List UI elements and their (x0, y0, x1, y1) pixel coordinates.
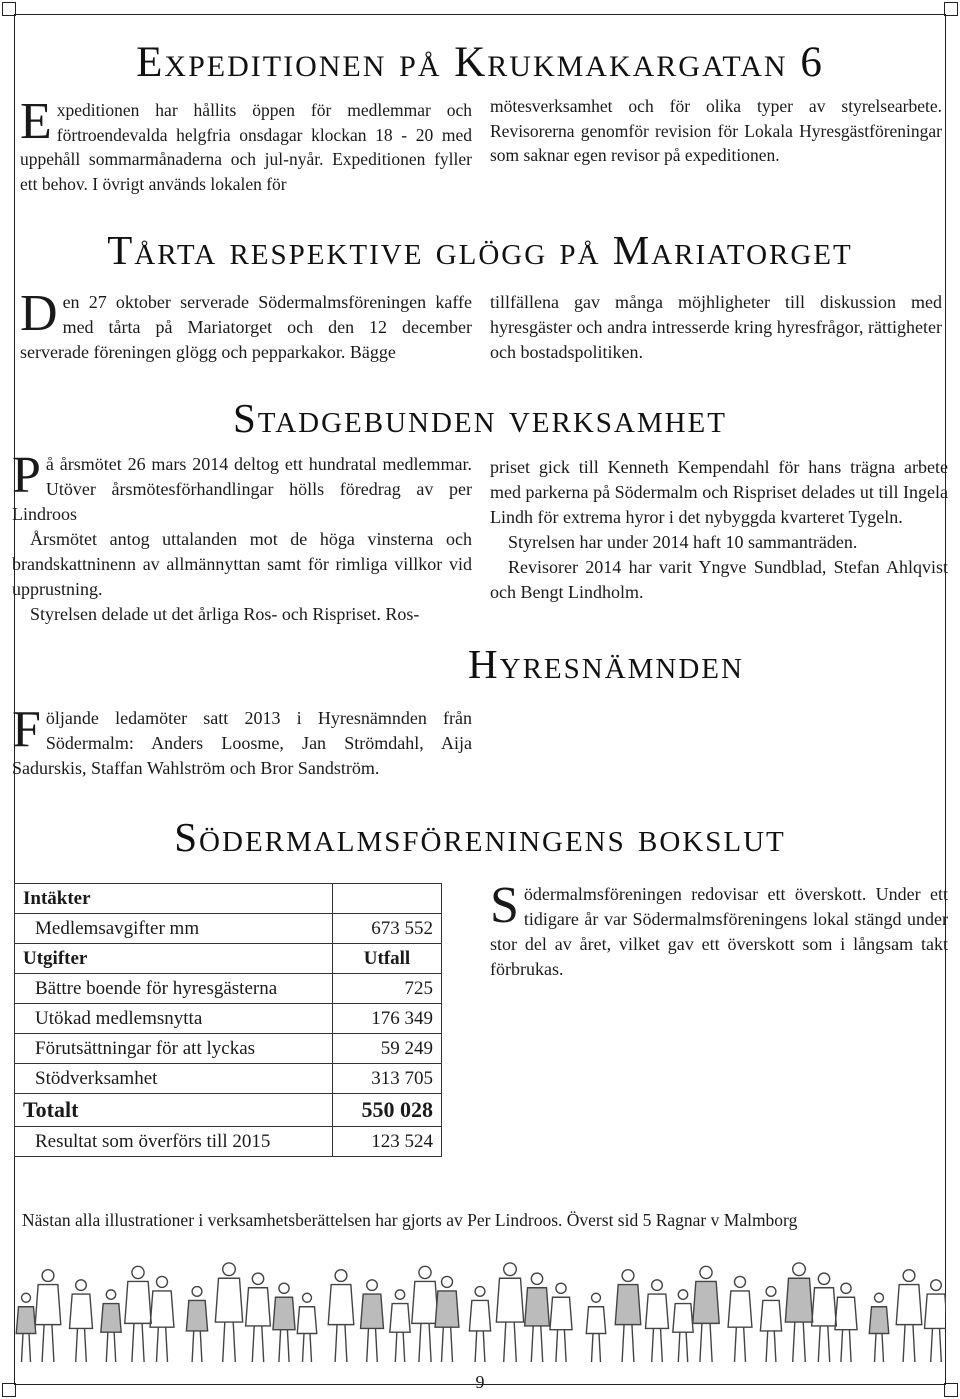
frame-left (14, 14, 15, 1385)
paragraph: å årsmötet 26 mars 2014 deltog ett hundratal medlemmar. Utöver årsmötesförhandlingar hölls föredrag av per Lindroos (12, 454, 472, 524)
section-title-bokslut: Södermalmsföreningens bokslut (174, 814, 786, 860)
total-label: Totalt (15, 1094, 333, 1127)
person-figure (70, 1280, 93, 1362)
income-header: Intäkter (15, 884, 333, 914)
person-figure (101, 1290, 121, 1362)
paragraph: xpeditionen har hållits öppen för medlemmar och förtroendevalda helgfria onsdagar klockan 18 - 20 med uppehåll sommarmånaderna och jul-nyår. Expeditionen fyller ett behov. I övrigt används lokalen för (20, 100, 472, 194)
row-value: 673 552 (333, 914, 442, 944)
person-figure (586, 1293, 606, 1362)
people-procession-illustration (14, 1240, 946, 1365)
total-value: 550 028 (333, 1094, 442, 1127)
dropcap: F (12, 701, 41, 758)
person-figure (925, 1280, 946, 1362)
tarta-col2 (490, 290, 942, 365)
person-figure (328, 1270, 354, 1362)
row-value: 123 524 (333, 1127, 442, 1157)
page-number: 9 (475, 1372, 485, 1392)
person-figure (615, 1270, 641, 1362)
person-figure (869, 1293, 889, 1362)
expense-value-header: Utfall (333, 944, 442, 974)
person-figure (186, 1287, 207, 1362)
row-label: Medlemsavgifter mm (15, 914, 333, 944)
person-figure (673, 1290, 693, 1362)
person-figure (246, 1273, 271, 1362)
person-figure (297, 1293, 317, 1362)
dropcap: S (490, 877, 519, 934)
dropcap: P (12, 447, 41, 504)
table-row (15, 884, 442, 914)
paragraph: Styrelsen har under 2014 haft 10 sammanträden. (508, 532, 858, 552)
person-figure (525, 1273, 550, 1362)
stadgebunden-col1 (12, 447, 472, 627)
row-label: Förutsättningar för att lyckas (15, 1034, 333, 1064)
person-figure (496, 1263, 523, 1362)
person-figure (361, 1280, 384, 1362)
table-row (15, 1004, 442, 1034)
person-figure (693, 1266, 719, 1362)
person-figure (760, 1287, 781, 1362)
person-figure (125, 1266, 151, 1362)
stadgebunden-col2 (490, 455, 948, 605)
row-label: Bättre boende för hyresgästerna (15, 974, 333, 1004)
paragraph: priset gick till Kenneth Kempendahl för hans trägna arbete med parkerna på Södermalm och Rispriset delades ut till Ingela Lindh för extrema hyror i det nybyggda kvarteret Tygeln. (490, 457, 948, 527)
financial-table (14, 883, 442, 1157)
person-figure (785, 1263, 812, 1362)
dropcap: D (20, 285, 58, 342)
table-row (15, 1034, 442, 1064)
paragraph: Revisorer 2014 har varit Yngve Sundblad, Stefan Ahlqvist och Bengt Lindholm. (490, 557, 948, 602)
dropcap: E (20, 93, 52, 150)
row-value: 59 249 (333, 1034, 442, 1064)
row-value: 313 705 (333, 1064, 442, 1094)
illustration-credit: Nästan alla illustrationer i verksamhetsberättelsen har gjorts av Per Lindroos. Överst sid 5 Ragnar v Malmborg (22, 1210, 798, 1230)
person-figure (896, 1270, 922, 1362)
person-figure (728, 1276, 752, 1362)
section-title-expeditionen: Expeditionen på Krukmakargatan 6 (136, 39, 824, 86)
row-label: Stödverksamhet (15, 1064, 333, 1094)
table-row (15, 1127, 442, 1157)
paragraph: en 27 oktober serverade Södermalmsföreningen kaffe med tårta på Mariatorget och den 12 december serverade föreningen glögg och pepparkakor. Bägge (20, 292, 472, 362)
table-row (15, 1094, 442, 1127)
paragraph: öljande ledamöter satt 2013 i Hyresnämnden från Södermalm: Anders Loosme, Jan Strömdahl, Aija Sadurskis, Staffan Wahlström och Bror Sandström. (12, 708, 472, 778)
person-figure (550, 1283, 572, 1362)
person-figure (215, 1263, 242, 1362)
row-label: Resultat som överförs till 2015 (15, 1127, 333, 1157)
person-figure (812, 1273, 837, 1362)
expeditionen-col2 (490, 94, 942, 168)
person-figure (646, 1280, 669, 1362)
section-title-stadgebunden: Stadgebunden verksamhet (233, 395, 727, 441)
row-label: Utökad medlemsnytta (15, 1004, 333, 1034)
person-figure (35, 1270, 61, 1362)
bokslut-text (490, 877, 948, 982)
paragraph: tillfällena gav många möjhligheter till diskussion med hyresgäster och andra intresserde kring hyresfrågor, rättigheter och bostadspolitiken. (490, 292, 942, 362)
paragraph: Styrelsen delade ut det årliga Ros- och Rispriset. Ros- (30, 604, 420, 624)
person-figure (835, 1283, 857, 1362)
table-row (15, 944, 442, 974)
corner-ornament (944, 2, 958, 16)
section-title-tarta: Tårta respektive glögg på Mariatorget (107, 227, 853, 273)
hyresnamnden-text (12, 701, 472, 781)
row-value: 725 (333, 974, 442, 1004)
person-figure (16, 1293, 36, 1362)
person-figure (390, 1290, 410, 1362)
table-row (15, 914, 442, 944)
paragraph: mötesverksamhet och för olika typer av styrelsearbete. Revisorerna genomför revision för Lokala Hyresgästföreningar som saknar egen revisor på expeditionen. (490, 96, 942, 165)
expeditionen-col1 (20, 93, 472, 196)
tarta-col1 (20, 285, 472, 365)
person-figure (435, 1276, 459, 1362)
table-row (15, 974, 442, 1004)
section-title-hyresnamnden: Hyresnämnden (468, 641, 744, 687)
frame-top (14, 14, 946, 15)
row-value: 176 349 (333, 1004, 442, 1034)
person-figure (273, 1283, 295, 1362)
expense-header: Utgifter (15, 944, 333, 974)
table-row (15, 1064, 442, 1094)
paragraph: ödermalmsföreningen redovisar ett överskott. Under ett tidigare år var Södermalmsföreningens lokal stängd under stor del av året, vilket gav ett överskott som i långsam takt förbrukas. (490, 884, 948, 979)
frame-right (945, 14, 946, 1385)
person-figure (150, 1276, 174, 1362)
paragraph: Årsmötet antog uttalanden mot de höga vinsterna och brandskattninenn av allmännyttan samt för rimliga villkor vid upprustning. (12, 529, 472, 599)
person-figure (412, 1266, 438, 1362)
corner-ornament (2, 2, 16, 16)
person-figure (469, 1287, 490, 1362)
